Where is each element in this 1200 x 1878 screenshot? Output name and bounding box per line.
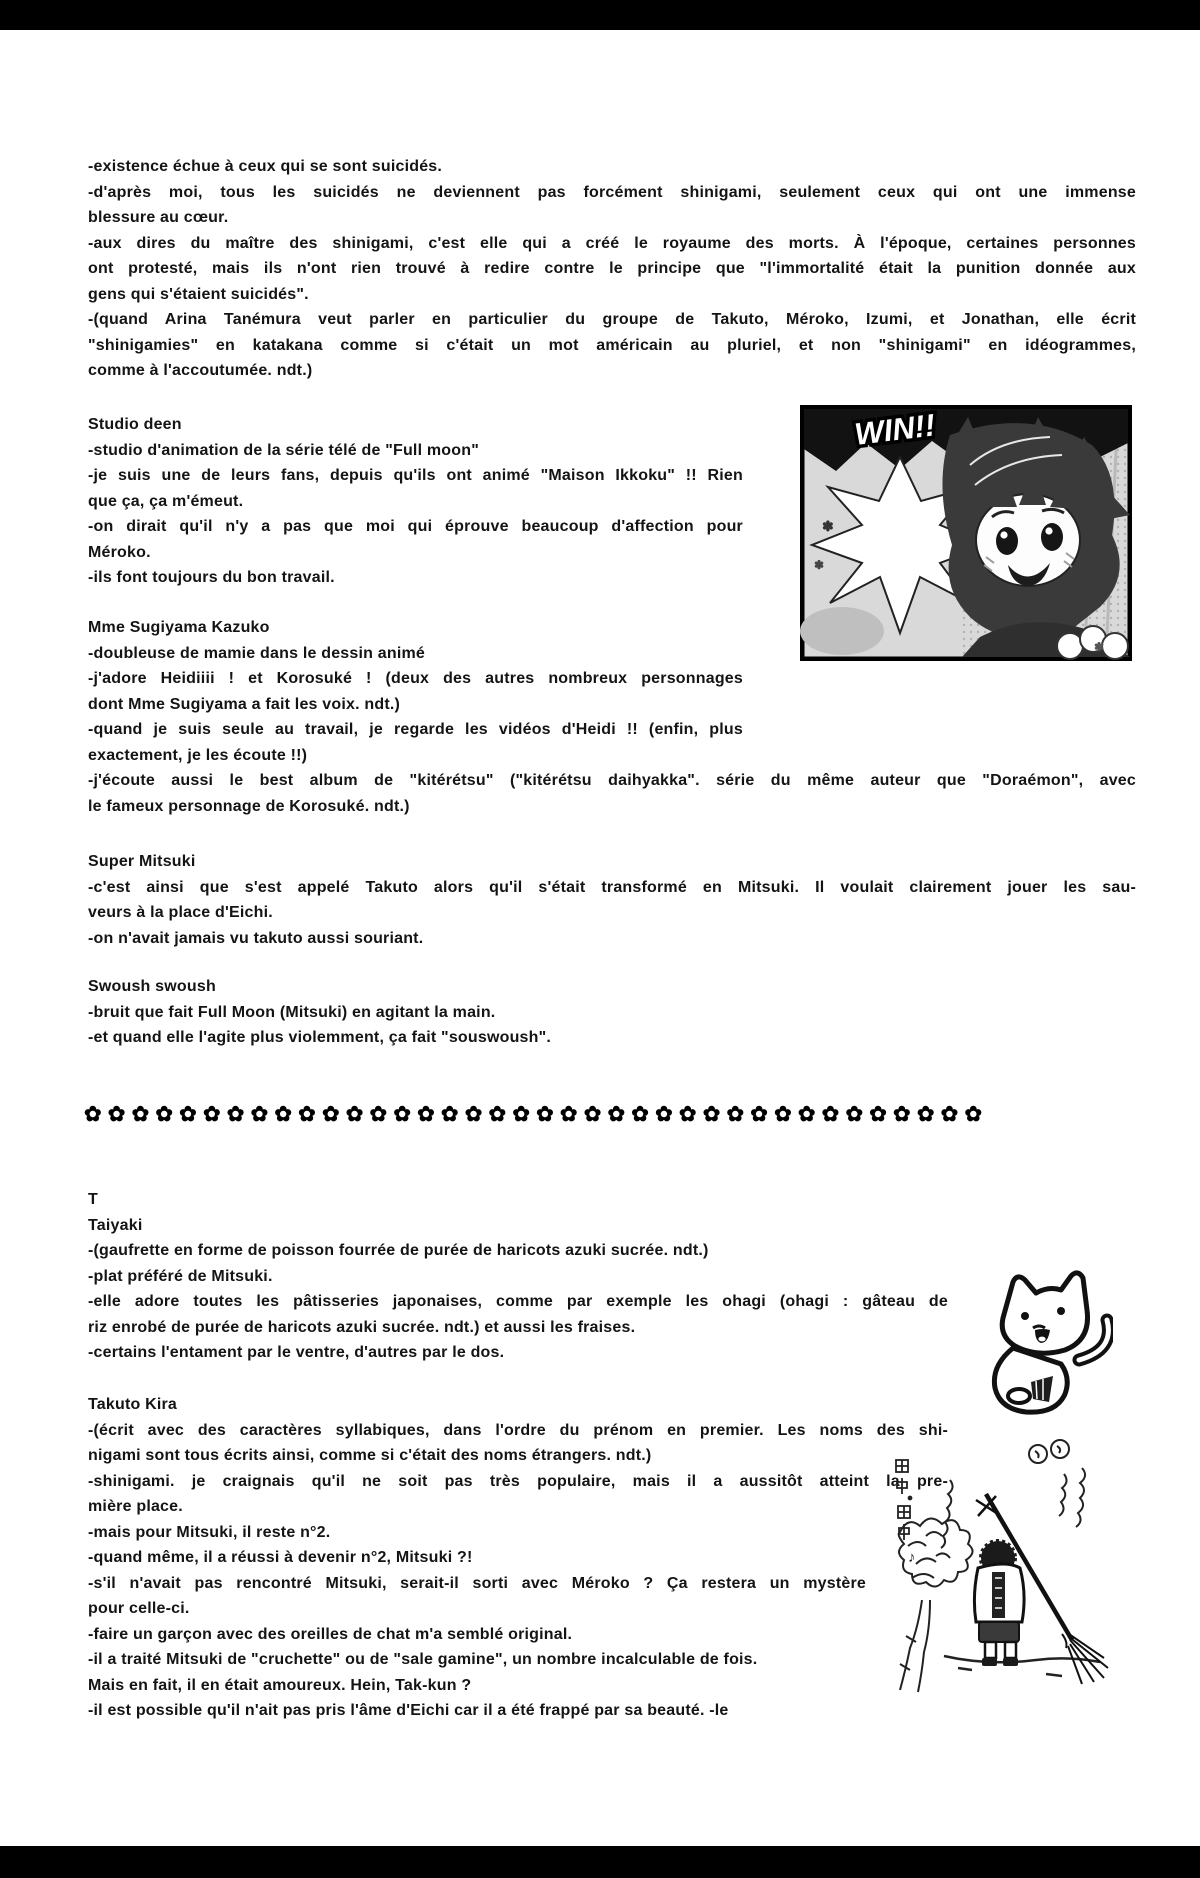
- text-line: -ils font toujours du bon travail.: [88, 569, 335, 586]
- text-line: -studio d'animation de la série télé de "Full moon": [88, 441, 480, 459]
- taiyaki-heading: T: [88, 1191, 98, 1208]
- bottom-edge-bar: [0, 1846, 1200, 1878]
- gray-blob: [800, 607, 884, 655]
- girl-eye-left: [996, 527, 1018, 555]
- section-intro: [88, 154, 1136, 384]
- text-line: "shinigamies" en katakana comme si c'était un mot américain au pluriel, et non "shinigami" en idéogrammes,: [88, 336, 1136, 354]
- top-edge-bar: [0, 0, 1200, 30]
- text-line: -shinigami. je craignais qu'il ne soit pas très populaire, mais il a aussitôt atteint la pre-: [88, 1472, 948, 1490]
- section-super-mitsuki: [88, 849, 1136, 951]
- section-swoush-swoush: [88, 974, 551, 1051]
- ground-scribble: [944, 1656, 1100, 1676]
- kana-scribbles: [941, 1440, 1085, 1548]
- flower-sparkle: ✽: [814, 558, 825, 572]
- text-line: -il est possible qu'il n'ait pas pris l'âme d'Eichi car il a été frappé par sa beauté. -le: [88, 1702, 729, 1719]
- text-line: exactement, je les écoute !!): [88, 746, 308, 764]
- text-line: -doubleuse de mamie dans le dessin animé: [88, 644, 425, 662]
- text-line: -certains l'entament par le ventre, d'autres par le dos.: [88, 1344, 505, 1361]
- takuto-heading: Takuto Kira: [88, 1396, 178, 1413]
- bush-scribble: [899, 1518, 973, 1692]
- text-line: dont Mme Sugiyama a fait les voix. ndt.): [88, 695, 401, 713]
- text-line: que ça, ça m'émeut.: [88, 492, 244, 510]
- section-taiyaki: [88, 1187, 948, 1366]
- text-line: -j'écoute aussi le best album de "kitérétsu" ("kitérétsu daihyakka". série du même auteur que "Doraémon", avec: [88, 772, 1136, 789]
- text-line: -et quand elle l'agite plus violemment, ça fait "souswoush".: [88, 1029, 552, 1046]
- text-line: -je suis une de leurs fans, depuis qu'ils ont animé "Maison Ikkoku" !! Rien: [88, 467, 743, 484]
- manga-panel-illustration: [800, 405, 1132, 661]
- text-line: -il a traité Mitsuki de "cruchette" ou de "sale gamine", un nombre incalculable de fois.: [88, 1651, 758, 1668]
- text-line: -on n'avait jamais vu takuto aussi souriant.: [88, 929, 424, 947]
- text-line: -bruit que fait Full Moon (Mitsuki) en agitant la main.: [88, 1003, 496, 1021]
- text-line: ont protesté, mais ils n'ont rien trouvé à redire contre le principe que "l'immortalité était la punition donnée aux: [88, 260, 1136, 277]
- tanaka-scribble: [896, 1460, 912, 1540]
- text-line: -j'adore Heidiiii ! et Korosuké ! (deux des autres nombreux personnages: [88, 670, 743, 687]
- studio-deen-heading: Studio deen: [88, 416, 182, 433]
- win-sfx-text: WIN!!: [852, 407, 938, 452]
- text-line: gens qui s'étaient suicidés".: [88, 285, 309, 303]
- text-line: -aux dires du maître des shinigami, c'est elle qui a créé le royaume des morts. À l'époque, certaines personnes: [88, 234, 1136, 252]
- text-line: riz enrobé de purée de haricots azuki sucrée. ndt.) et aussi les fraises.: [88, 1318, 636, 1336]
- cat-body: [994, 1348, 1067, 1412]
- sweeper-doodle: [886, 1436, 1114, 1704]
- text-line: -(écrit avec des caractères syllabiques, dans l'ordre du prénom en premier. Les noms des shi-: [88, 1421, 948, 1439]
- cat-paw: [1008, 1389, 1030, 1403]
- text-line: -mais pour Mitsuki, il reste n°2.: [88, 1523, 331, 1541]
- text-line: -s'il n'avait pas rencontré Mitsuki, serait-il sorti avec Méroko ? Ça restera un mystère: [88, 1574, 866, 1592]
- text-line: -existence échue à ceux qui se sont suicidés.: [88, 158, 443, 175]
- text-line: -quand je suis seule au travail, je regarde les vidéos d'Heidi !! (enfin, plus: [88, 721, 743, 738]
- flower-divider: ✿✿✿✿✿✿✿✿✿✿✿✿✿✿✿✿✿✿✿✿✿✿✿✿✿✿✿✿✿✿✿✿✿✿✿✿✿✿: [84, 1103, 989, 1126]
- cat-doodle: [973, 1266, 1113, 1416]
- section-studio-deen: [88, 412, 743, 591]
- super-mitsuki-heading: Super Mitsuki: [88, 853, 196, 870]
- text-line: le fameux personnage de Korosuké. ndt.): [88, 797, 410, 815]
- text-line: blessure au cœur.: [88, 209, 229, 226]
- cat-eye-left: [1021, 1312, 1029, 1320]
- text-line: -quand même, il a réussi à devenir n°2, Mitsuki ?!: [88, 1549, 473, 1566]
- text-line: Méroko.: [88, 543, 151, 561]
- taiyaki-subheading: Taiyaki: [88, 1216, 143, 1234]
- flower-sparkle: ✽: [822, 518, 834, 534]
- girl-eye-right: [1041, 523, 1063, 551]
- swoush-heading: Swoush swoush: [88, 978, 216, 995]
- section-takuto-kira: [88, 1392, 948, 1724]
- text-line: -plat préféré de Mitsuki.: [88, 1267, 273, 1285]
- text-line: -on dirait qu'il n'y a pas que moi qui éprouve beaucoup d'affection pour: [88, 518, 743, 535]
- flower-sparkle: ✽: [1094, 640, 1105, 654]
- text-line: nigami sont tous écrits ainsi, comme si c'était des noms étrangers. ndt.): [88, 1447, 652, 1464]
- text-line: Mais en fait, il en était amoureux. Hein, Tak-kun ?: [88, 1676, 472, 1694]
- text-line: -faire un garçon avec des oreilles de chat m'a semblé original.: [88, 1625, 573, 1643]
- text-line: -elle adore toutes les pâtisseries japonaises, comme par exemple les ohagi (ohagi : gâteau de: [88, 1293, 948, 1310]
- text-line: -c'est ainsi que s'est appelé Takuto alors qu'il s'était transformé en Mitsuki. Il voulait clairement jouer les sau-: [88, 878, 1136, 896]
- text-line: veurs à la place d'Eichi.: [88, 904, 273, 921]
- music-note: ♪: [908, 1549, 916, 1566]
- text-line: -d'après moi, tous les suicidés ne deviennent pas forcément shinigami, seulement ceux qui ont une immense: [88, 183, 1136, 201]
- sweeper-person: [974, 1541, 1024, 1666]
- text-line: -(gaufrette en forme de poisson fourrée de purée de haricots azuki sucrée. ndt.): [88, 1242, 709, 1259]
- cat-eye-right: [1057, 1307, 1065, 1315]
- sugiyama-heading: Mme Sugiyama Kazuko: [88, 619, 270, 636]
- text-line: pour celle-ci.: [88, 1600, 190, 1617]
- text-line: -(quand Arina Tanémura veut parler en particulier du groupe de Takuto, Méroko, Izumi, et Jonathan, elle écrit: [88, 311, 1136, 328]
- text-line: comme à l'accoutumée. ndt.): [88, 362, 313, 379]
- text-line: mière place.: [88, 1498, 183, 1515]
